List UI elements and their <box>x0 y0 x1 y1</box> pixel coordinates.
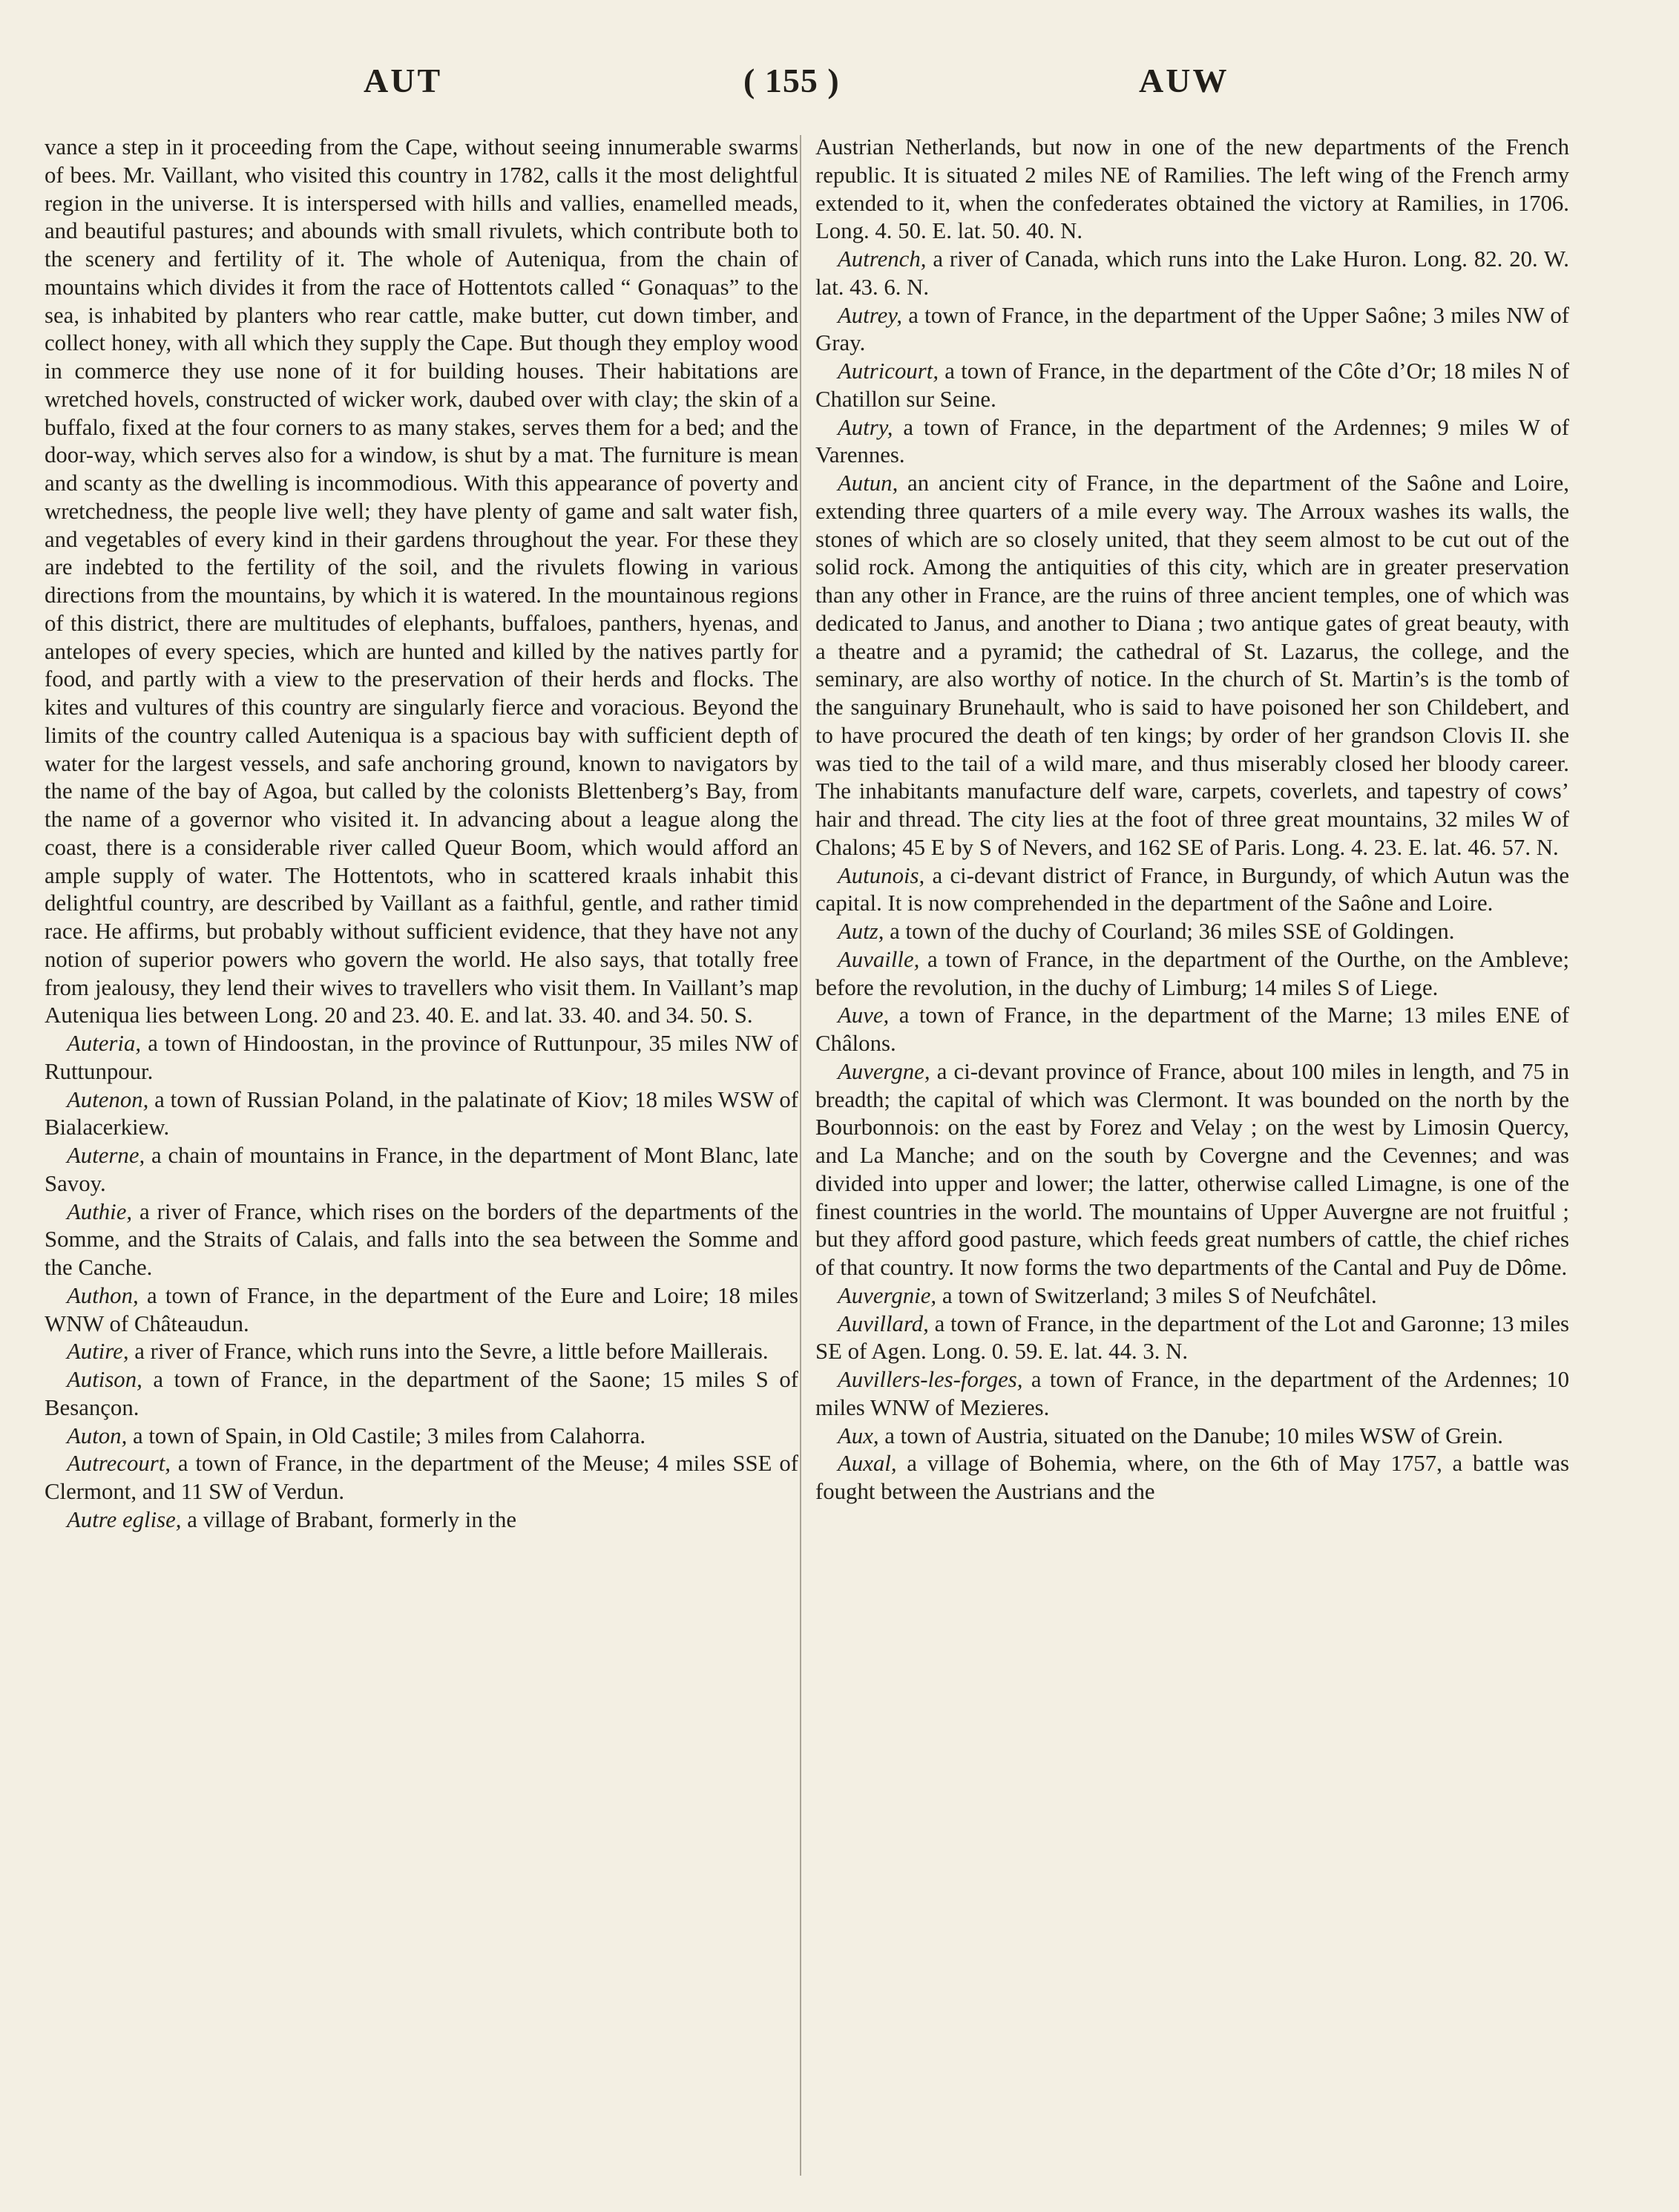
gazetteer-entry <box>45 1450 798 1506</box>
entry-headword: Auxal, <box>838 1451 897 1477</box>
entry-headword: Autz, <box>838 919 884 944</box>
gazetteer-entry <box>815 1058 1569 1282</box>
gazetteer-entry <box>815 1002 1569 1058</box>
entry-headword: Autrey, <box>838 302 902 328</box>
entry-text: a town of France, in the department of the Saone; 15 miles S of Besançon. <box>45 1367 798 1420</box>
entry-headword: Autrecourt, <box>67 1451 171 1477</box>
entry-headword: Autricourt, <box>838 358 939 384</box>
entry-text: a town of the duchy of Courland; 36 miles SSE of Goldingen. <box>884 919 1455 944</box>
entry-text: a town of Switzerland; 3 miles S of Neufchâtel. <box>936 1282 1377 1308</box>
entry-text: a chain of mountains in France, in the department of Mont Blanc, late Savoy. <box>45 1143 798 1196</box>
gazetteer-entry <box>45 1338 798 1366</box>
gazetteer-entry <box>45 1282 798 1339</box>
entry-text: a town of Austria, situated on the Danube; 10 miles WSW of Grein. <box>878 1422 1503 1448</box>
gazetteer-entry <box>815 358 1569 414</box>
gazetteer-entry <box>815 1366 1569 1422</box>
gazetteer-entry <box>815 1310 1569 1367</box>
gazetteer-entry <box>815 1450 1569 1506</box>
entry-headword: Auvaille, <box>838 946 920 972</box>
entry-headword: Auterne, <box>67 1143 145 1168</box>
gazetteer-entry <box>815 946 1569 1002</box>
entry-text: vance a step in it proceeding from the Cape, without seeing innumerable swarms of bees. Mr. Vaillant, who visited this country in 1782, calls it the most delightful region in the universe. It is interspersed with hills and vallies, enamelled meads, and beautiful pastures; and abounds with small rivulets, which contribute both to the scenery and fertility of it. The whole of Auteniqua, from the chain of mountains which divides it from the race of Hottentots called “ Gonaquas” to the sea, is inhabited by planters who rear cattle, make butter, cut down timber, and collect honey, with all which they supply the Cape. But though they employ wood in commerce they use none of it for building houses. Their habitations are wretched hovels, constructed of wicker work, daubed over with clay; the skin of a buffalo, fixed at the four corners to as many stakes, serves them for a bed; and the door-way, which serves also for a window, is shut by a mat. The furniture is mean and scanty as the dwelling is incommodious. With this appearance of poverty and wretchedness, the people live well; they have plenty of game and salt water fish, and vegetables of every kind in their gardens throughout the year. For these they are indebted to the fertility of the soil, and the rivulets flowing in various directions from the mountains, by which it is watered. In the mountainous regions of this district, there are multitudes of elephants, buffaloes, panthers, hyenas, and antelopes of every species, which are hunted and killed by the natives partly for food, and partly with a view to the preservation of their herds and flocks. The kites and vultures of this country are singularly fierce and voracious. Beyond the limits of the country called Auteniqua is a spacious bay with sufficient depth of water for the largest vessels, and safe anchoring ground, known to navigators by the name of the bay of Agoa, but called by the colonists Blettenberg’s Bay, from the name of a governor who visited it. In advancing about a league along the coast, there is a considerable river called Queur Boom, which would afford an ample supply of water. The Hottentots, who in scattered kraals inhabit this delightful country, are described by Vaillant as a faithful, gentle, and rather timid race. He affirms, but probably without sufficient evidence, that they have not any notion of superior powers who govern the world. He also says, that totally free from jealousy, they lend their wives to travellers who visit them. In Vaillant’s map Auteniqua lies between Long. 20 and 23. 40. E. and lat. 33. 40. and 34. 50. S. <box>45 134 798 1028</box>
entry-text: Austrian Netherlands, but now in one of the new departments of the French republic. It is situated 2 miles NE of Ramilies. The left wing of the French army extended to it, when the confederates obtained the victory at Ramilies, in 1706. Long. 4. 50. E. lat. 50. 40. N. <box>815 134 1569 244</box>
entry-text: a ci-devant district of France, in Burgundy, of which Autun was the capital. It is now comprehended in the department of the Saône and Loire. <box>815 862 1569 916</box>
left-column <box>45 134 798 1535</box>
continued-text <box>815 134 1569 246</box>
entry-text: a town of France, in the department of the Eure and Loire; 18 miles WNW of Châteaudun. <box>45 1282 798 1336</box>
entry-headword: Autrench, <box>838 246 927 272</box>
entry-headword: Autison, <box>67 1367 142 1392</box>
entry-headword: Autenon, <box>67 1086 149 1112</box>
entry-headword: Auvillers-les-forges, <box>838 1367 1023 1392</box>
entry-text: a river of Canada, which runs into the Lake Huron. Long. 82. 20. W. lat. 43. 6. N. <box>815 246 1569 300</box>
gazetteer-entry <box>815 246 1569 302</box>
gazetteer-entry <box>45 1422 798 1451</box>
entry-headword: Auteria, <box>67 1031 142 1056</box>
gazetteer-entry <box>45 1198 798 1282</box>
entry-text: a town of France, in the department of the Ourthe, on the Ambleve; before the revolution, in the duchy of Limburg; 14 miles S of Liege. <box>815 946 1569 1000</box>
entry-headword: Autire, <box>67 1339 129 1365</box>
gazetteer-entry <box>815 302 1569 358</box>
gazetteer-entry <box>815 414 1569 470</box>
entry-text: a town of France, in the department of the Marne; 13 miles ENE of Châlons. <box>815 1002 1569 1056</box>
entry-headword: Auvillard, <box>838 1310 929 1336</box>
gazetteer-entry <box>815 1422 1569 1451</box>
entry-text: a town of France, in the department of the Meuse; 4 miles SSE of Clermont, and 11 SW of Verdun. <box>45 1451 798 1504</box>
entry-text: a river of France, which runs into the Sevre, a little before Maillerais. <box>128 1339 769 1365</box>
entry-text: a village of Bohemia, where, on the 6th of May 1757, a battle was fought between the Austrians and the <box>815 1451 1569 1504</box>
header-right-catchword: AUW <box>1139 62 1229 99</box>
entry-headword: Auton, <box>67 1422 128 1448</box>
entry-text: an ancient city of France, in the department of the Saône and Loire, extending three quarters of a mile every way. The Arroux washes its walls, the stones of which are so closely united, that they seem almost to be cut out of the solid rock. Among the antiquities of this city, which are in greater preservation than any other in France, are the ruins of three ancient temples, one of which was dedicated to Janus, and another to Diana ; two antique gates of great beauty, with a theatre and a pyramid; the cathedral of St. Lazarus, the college, and the seminary, are also worthy of notice. In the church of St. Martin’s is the tomb of the sanguinary Brunehault, who is said to have poisoned her son Childebert, and to have procured the death of ten kings; by order of her grandson Clovis II. she was tied to the tail of a wild mare, and thus miserably closed her bloody career. The inhabitants manufacture delf ware, carpets, coverlets, and tapestry of cows’ hair and thread. The city lies at the foot of three great mountains, 32 miles W of Chalons; 45 E by S of Nevers, and 162 SE of Paris. Long. 4. 23. E. lat. 46. 57. N. <box>815 470 1569 860</box>
entry-headword: Auve, <box>838 1002 890 1028</box>
entry-text: a village of Brabant, formerly in the <box>181 1506 517 1532</box>
entry-text: a town of Russian Poland, in the palatinate of Kiov; 18 miles WSW of Bialacerkiew. <box>45 1086 798 1141</box>
page-number: ( 155 ) <box>743 62 840 99</box>
entry-headword: Authon, <box>67 1282 139 1308</box>
entry-headword: Auvergnie, <box>838 1282 937 1308</box>
entry-text: a town of France, in the department of the Lot and Garonne; 13 miles SE of Agen. Long. 0. 59. E. lat. 44. 3. N. <box>815 1310 1569 1365</box>
gazetteer-entry <box>815 862 1569 919</box>
gazetteer-entry <box>45 1142 798 1198</box>
entry-text: a river of France, which rises on the borders of the departments of the Somme, and the Straits of Calais, and falls into the sea between the Somme and the Canche. <box>45 1198 798 1280</box>
entry-headword: Autry, <box>838 414 893 440</box>
gazetteer-entry <box>45 1030 798 1086</box>
entry-headword: Autun, <box>838 470 898 496</box>
entry-headword: Authie, <box>67 1198 133 1224</box>
column-divider <box>800 135 801 2176</box>
entry-text: a town of France, in the department of the Ardennes; 9 miles W of Varennes. <box>815 414 1569 468</box>
gazetteer-entry <box>815 918 1569 946</box>
continued-text <box>45 134 798 1030</box>
right-column <box>815 134 1569 1506</box>
header-left-catchword: AUT <box>364 62 443 99</box>
gazetteer-entry <box>815 470 1569 862</box>
entry-text: a ci-devant province of France, about 100 miles in length, and 75 in breadth; the capital of which was Clermont. It was bounded on the north by the Bourbonnois: on the east by Forez and Velay ; on the west by Limosin Quercy, and La Manche; and on the south by Covergne and the Cevennes; and was divided into upper and lower; the latter, otherwise called Limagne, is one of the finest countries in the world. The mountains of Upper Auvergne are not fruitful ; but they afford good pasture, which feeds great numbers of cattle, the chief riches of that country. It now forms the two departments of the Cantal and Puy de Dôme. <box>815 1058 1569 1280</box>
gazetteer-entry <box>45 1086 798 1143</box>
entry-text: a town of France, in the department of the Côte d’Or; 18 miles N of Chatillon sur Seine. <box>815 358 1569 412</box>
entry-headword: Autre eglise, <box>67 1506 182 1532</box>
entry-text: a town of Spain, in Old Castile; 3 miles from Calahorra. <box>127 1422 646 1448</box>
gazetteer-entry <box>45 1366 798 1422</box>
entry-text: a town of Hindoostan, in the province of Ruttunpour, 35 miles NW of Ruttunpour. <box>45 1031 798 1084</box>
entry-headword: Autunois, <box>838 862 925 888</box>
gazetteer-entry <box>815 1282 1569 1310</box>
entry-text: a town of France, in the department of the Ardennes; 10 miles WNW of Mezieres. <box>815 1367 1569 1420</box>
entry-text: a town of France, in the department of the Upper Saône; 3 miles NW of Gray. <box>815 302 1569 356</box>
entry-headword: Auvergne, <box>838 1058 930 1084</box>
entry-headword: Aux, <box>838 1422 879 1448</box>
gazetteer-entry <box>45 1506 798 1535</box>
running-header <box>0 61 1679 113</box>
